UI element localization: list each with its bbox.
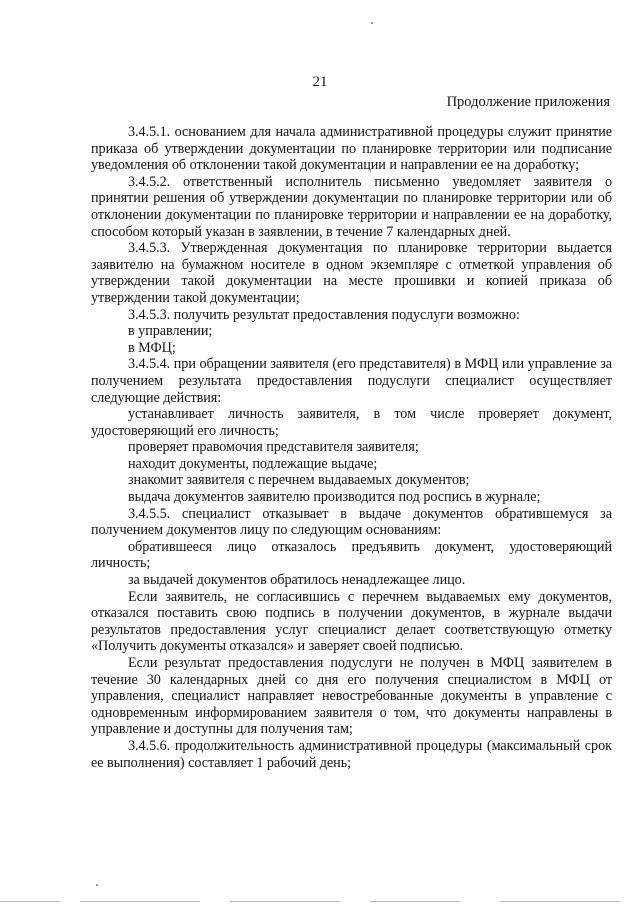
action-issue-with-signature: выдача документов заявителю производится под роспись в журнале; (128, 489, 541, 506)
scan-edge-mark (370, 901, 460, 902)
paragraph-3-4-5-3-approved: 3.4.5.3. Утвержденная документация по планировке территории выдается заявителю на бумажном носителе в одном экземпляре с отметкой управления об утверждении такой документации на месте прошивки и копией приказа об утверждении такой документации; (91, 240, 612, 306)
paragraph-3-4-5-2: 3.4.5.2. ответственный исполнитель письменно уведомляет заявителя о принятии решения об утверждении документации по планировке территории или об отклонении документации по планировке территории и направлении ее на доработку, способом который указан в заявлении, в течение 7 календарных дней. (91, 173, 612, 240)
page-number: 21 (312, 74, 328, 90)
list-item-in-mfc: в МФЦ; (128, 339, 176, 356)
refusal-reason-no-id: обратившееся лицо отказалось предъявить документ, удостоверяющий личность; (91, 538, 612, 572)
paragraph-3-4-5-4: 3.4.5.4. при обращении заявителя (его представителя) в МФЦ или управление за получением результата предоставления подуслуги специалист осуществляет следующие действия: (91, 356, 612, 406)
refusal-reason-improper-person: за выдачей документов обратилось ненадлежащее лицо. (128, 572, 466, 589)
scan-edge-mark (230, 901, 340, 902)
action-identify-applicant: устанавливает личность заявителя, в том числе проверяет документ, удостоверяющий его личность; (91, 406, 612, 439)
scan-edge-mark (500, 901, 620, 902)
continuation-label: Продолжение приложения (446, 94, 610, 110)
scan-edge-mark (0, 901, 60, 902)
scan-speck (371, 22, 373, 24)
action-find-documents: находит документы, подлежащие выдаче; (128, 455, 378, 472)
paragraph-3-4-5-3-receive: 3.4.5.3. получить результат предоставления подуслуги возможно: (128, 306, 520, 323)
paragraph-3-4-5-1: 3.4.5.1. основанием для начала административной процедуры служит принятие приказа об утверждении документации по планировке территории или подписание уведомления об отклонении такой документации и направлении ее на доработку; (91, 124, 612, 174)
paragraph-3-4-5-6: 3.4.5.6. продолжительность административной процедуры (максимальный срок ее выполнения) составляет 1 рабочий день; (91, 737, 612, 771)
list-item-in-department: в управлении; (128, 323, 213, 340)
document-body (91, 124, 612, 771)
scan-edge-mark (80, 901, 200, 902)
paragraph-3-4-5-5: 3.4.5.5. специалист отказывает в выдаче документов обратившемуся за получением документов лицу по следующим основаниям: (91, 505, 612, 539)
paragraph-unclaimed-result: Если результат предоставления подуслуги не получен в МФЦ заявителем в течение 30 календарных дней со дня его получения специалистом в МФЦ от управления, специалист направляет невостребованные документы в управление с одновременным информированием заявителя о том, что документы направлены в управление и доступны для получения там; (91, 655, 612, 738)
paragraph-refused-signature: Если заявитель, не согласившись с перечнем выдаваемых ему документов, отказался поставить свою подпись в получении документов, в журнале выдачи результатов предоставления услуг специалист делает соответствующую отметку «Получить документы отказался» и заверяет своей подписью. (91, 588, 612, 655)
action-show-document-list: знакомит заявителя с перечнем выдаваемых документов; (128, 472, 470, 489)
scan-speck (96, 884, 98, 886)
action-check-authority: проверяет правомочия представителя заявителя; (128, 439, 419, 456)
